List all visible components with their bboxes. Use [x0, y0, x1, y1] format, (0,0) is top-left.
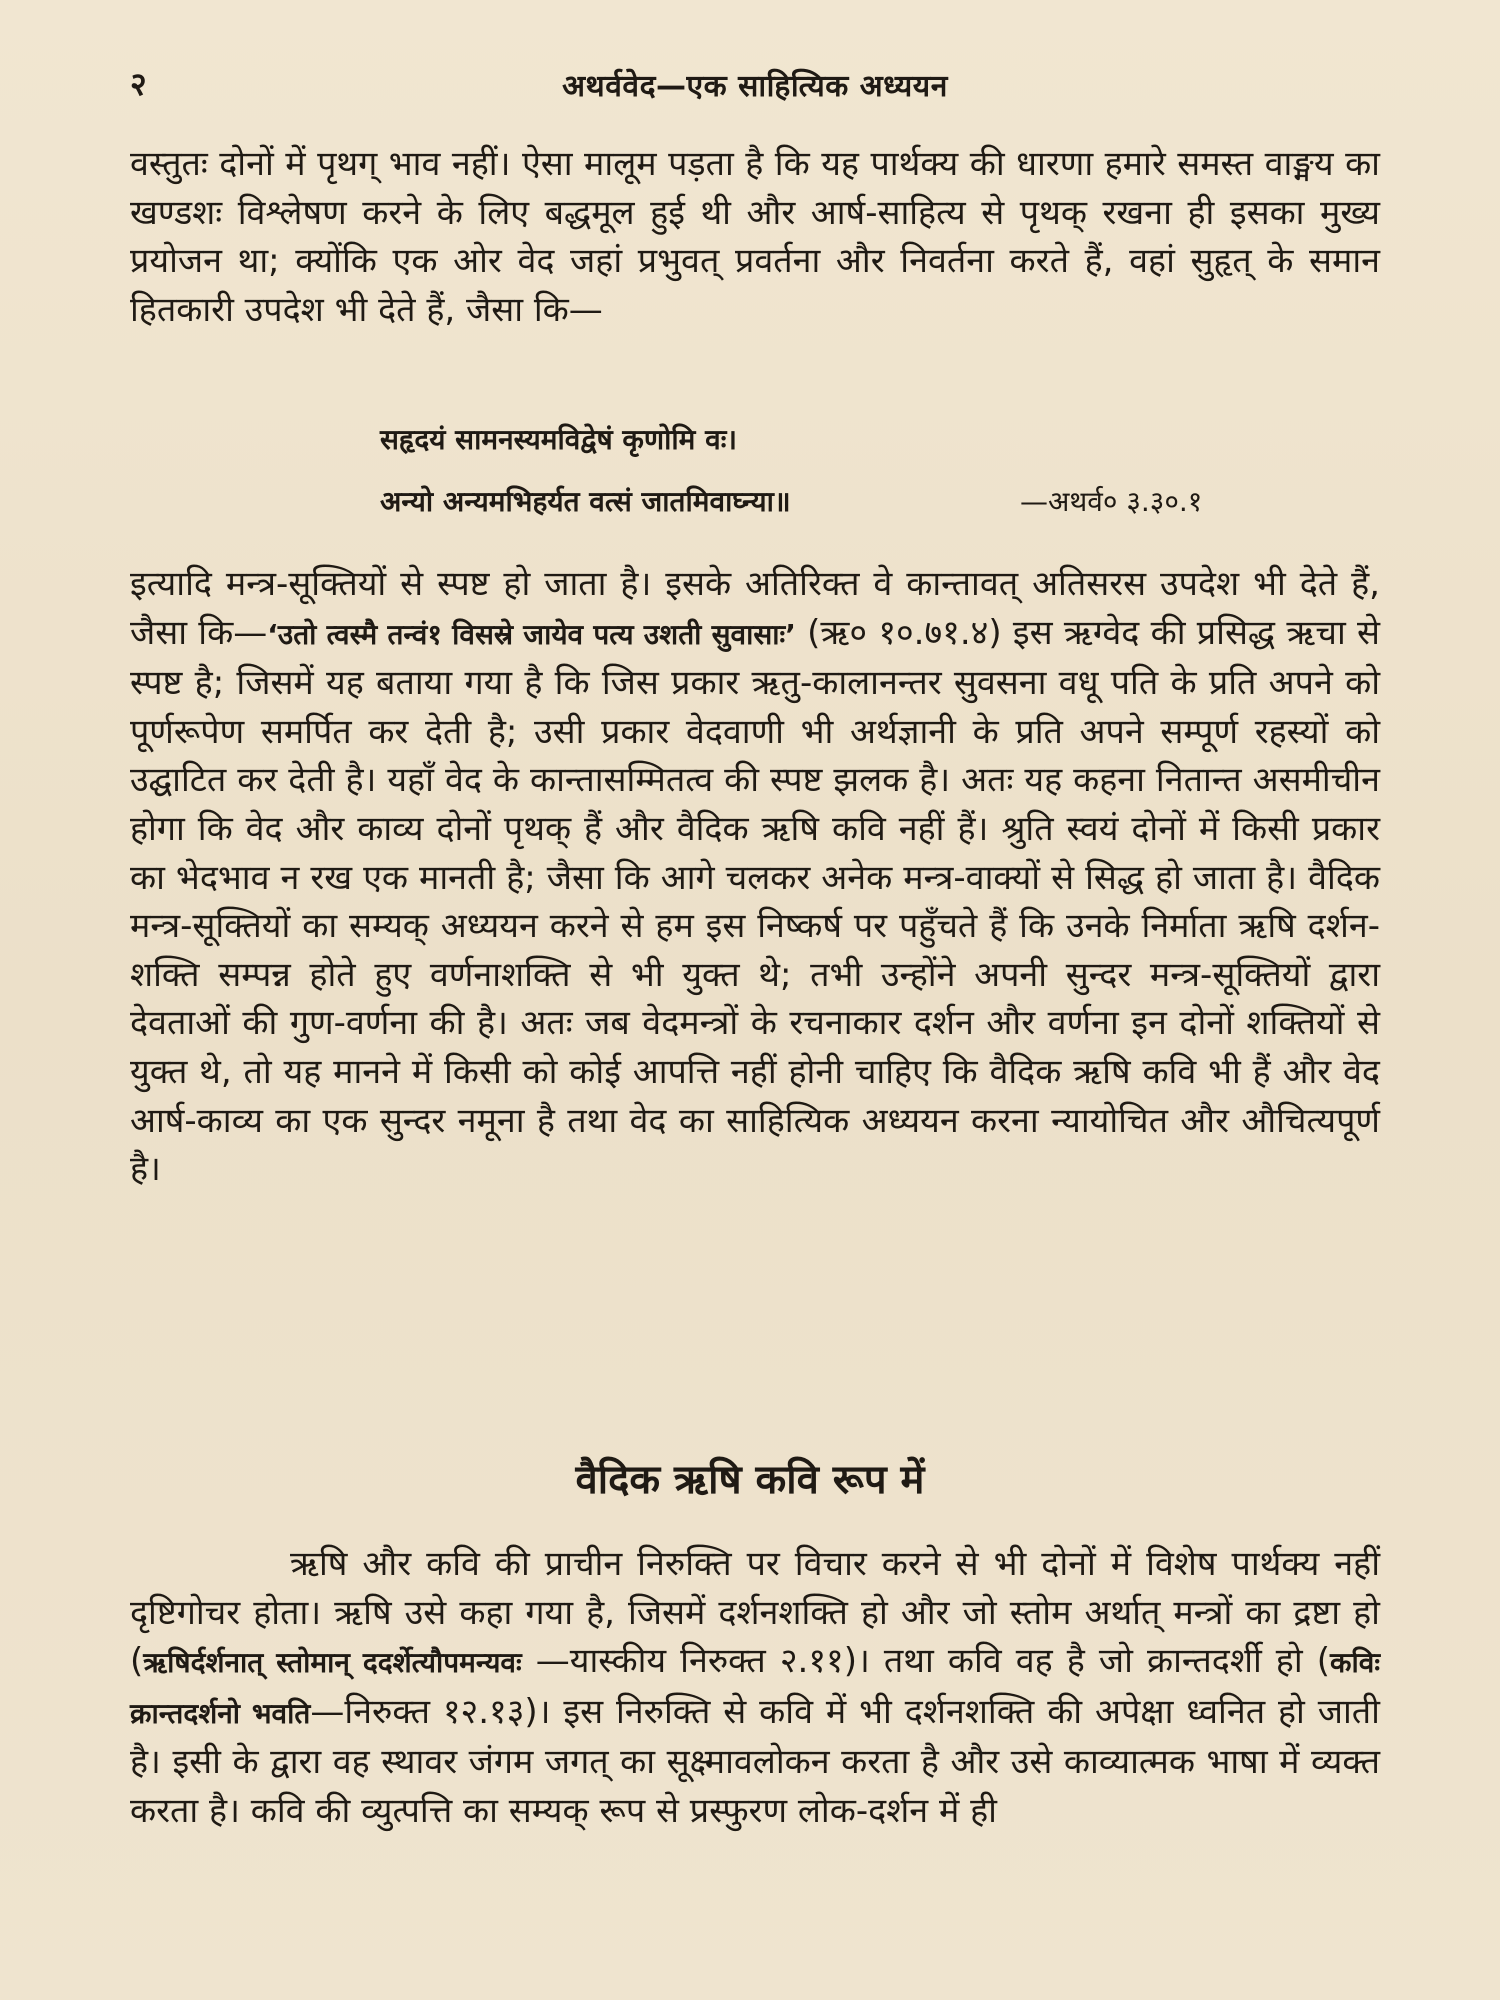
para3-part3: —निरुक्त १२.१३)। इस निरुक्ति से कवि में भी दर्शनशक्ति की अपेक्षा ध्वनित हो जाती है। इसी के द्वारा वह स्थावर जंगम जगत् का सूक्ष्मावलोकन करता है और उसे काव्यात्मक भाषा में व्यक्त करता है। कवि की व्युत्पत्ति का सम्यक् रूप से प्रस्फुरण लोक-दर्शन में ही [130, 1691, 1380, 1831]
verse-reference: —अथर्व० ३.३०.१ [1020, 485, 1203, 518]
paragraph-intro: वस्तुतः दोनों में पृथग् भाव नहीं। ऐसा मालूम पड़ता है कि यह पार्थक्य की धारणा हमारे समस्त वाङ्मय का खण्डशः विश्लेषण करने के लिए बद्धमूल हुई थी और आर्ष-साहित्य से पृथक् रखना ही इसका मुख्य प्रयोजन था; क्योंकि एक ओर वेद जहां प्रभुवत् प्रवर्तना और निवर्तना करते हैं, वहां सुहृत् के समान हितकारी उपदेश भी देते हैं, जैसा कि— [130, 144, 1380, 330]
paragraph-body [130, 560, 1380, 1194]
para2-text-start: इत्यादि मन्त्र-सूक्तियों से स्पष्ट हो जाता है। इसके अतिरिक्त वे कान्तावत् अतिसरस उपदेश भी देते हैं, जैसा कि— [130, 564, 1380, 653]
para3-part2: —यास्कीय निरुक्त २.११)। तथा कवि वह है जो क्रान्तदर्शी हो ( [521, 1641, 1330, 1682]
paragraph-section [130, 1540, 1380, 1836]
nirukta-quote-kavi: कविः क्रान्तदर्शनो भवति [130, 1646, 1380, 1730]
running-title: अथर्ववेद—एक साहित्यिक अध्ययन [562, 69, 948, 104]
section-heading: वैदिक ऋषि कवि रूप में [575, 1457, 925, 1503]
page-header [130, 62, 1380, 112]
nirukta-quote-rishi: ऋषिर्दर्शनात् स्तोमान् ददर्शेत्यौपमन्यवः [143, 1646, 522, 1680]
verse-line-2: अन्यो अन्यमभिहर्यत वत्सं जातमिवाघ्न्या॥ [380, 485, 791, 518]
rigveda-quote: ‘उतो त्वस्मै तन्वं१ विसस्रे जायेव पत्य उशती सुवासाः’ [267, 617, 796, 651]
verse-line-1: सहृदयं सामनस्यमविद्वेषं कृणोमि वः। [380, 423, 737, 456]
para3-part1: ऋषि और कवि की प्राचीन निरुक्ति पर विचार करने से भी दोनों में विशेष पार्थक्य नहीं दृष्टिगोचर होता। ऋषि उसे कहा गया है, जिसमें दर्शनशक्ति हो और जो स्तोम अर्थात् मन्त्रों का द्रष्टा हो ( [130, 1544, 1380, 1682]
page-number: २ [130, 65, 147, 103]
para2-text-rest: (ऋ० १०.७१.४) इस ऋग्वेद की प्रसिद्ध ऋचा से स्पष्ट है; जिसमें यह बताया गया है कि जिस प्रकार ऋतु-कालानन्तर सुवसना वधू पति के प्रति अपने को पूर्णरूपेण समर्पित कर देती है; उसी प्रकार वेदवाणी भी अर्थज्ञानी के प्रति अपने सम्पूर्ण रहस्यों को उद्घाटित कर देती है। यहाँ वेद के कान्तासम्मितत्व की स्पष्ट झलक है। अतः यह कहना नितान्त असमीचीन होगा कि वेद और काव्य दोनों पृथक् हैं और वैदिक ऋषि कवि नहीं हैं। श्रुति स्वयं दोनों में किसी प्रकार का भेदभाव न रख एक मानती है; जैसा कि आगे चलकर अनेक मन्त्र-वाक्यों से सिद्ध हो जाता है। वैदिक मन्त्र-सूक्तियों का सम्यक् अध्ययन करने से हम इस निष्कर्ष पर पहुँचते हैं कि उनके निर्माता ऋषि दर्शन-शक्ति सम्पन्न होते हुए वर्णनाशक्ति से भी युक्त थे; तभी उन्होंने अपनी सुन्दर मन्त्र-सूक्तियों द्वारा देवताओं की गुण-वर्णना की है। अतः जब वेदमन्त्रों के रचनाकार दर्शन और वर्णना इन दोनों शक्तियों से युक्त थे, तो यह मानने में किसी को कोई आपत्ति नहीं होनी चाहिए कि वैदिक ऋषि कवि भी हैं और वेद आर्ष-काव्य का एक सुन्दर नमूना है तथा वेद का साहित्यिक अध्ययन करना न्यायोचित और औचित्यपूर्ण है। [130, 612, 1381, 1190]
